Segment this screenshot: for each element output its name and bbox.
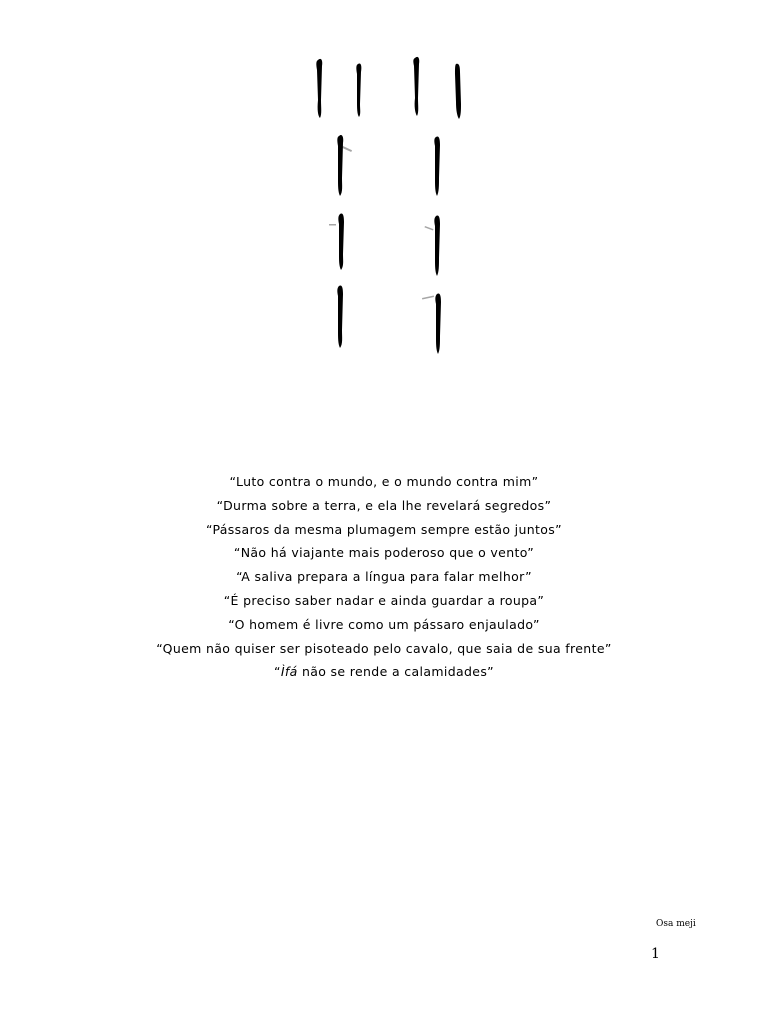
ink-speck (424, 226, 433, 230)
saying-line: “Quem não quiser ser pisoteado pelo cavalo, que saia de sua frente” (156, 640, 612, 656)
ink-speck (342, 146, 352, 152)
saying-line: “A saliva prepara a língua para falar melhor” (236, 569, 532, 585)
ink-mark (455, 64, 461, 119)
saying-line: “Pássaros da mesma plumagem sempre estão juntos” (205, 521, 562, 537)
saying-line: “Luto contra o mundo, e o mundo contra mim” (229, 474, 539, 489)
ink-mark (434, 136, 440, 196)
footer-chapter-title: Osa meji (656, 919, 696, 929)
saying-line: “O homem é livre como um pássaro enjaulado” (228, 616, 540, 632)
saying-line: “Durma sobre a terra, e ela lhe revelará segredos” (216, 497, 552, 513)
saying-line: “É preciso saber nadar e ainda guardar a roupa” (223, 592, 545, 608)
saying-line: “Ìfá não se rende a calamidades” (273, 664, 495, 680)
saying-line: “Não há viajante mais poderoso que o vento” (233, 545, 535, 561)
ink-mark (356, 63, 361, 117)
ink-speck (329, 224, 336, 226)
ink-mark (337, 285, 343, 348)
ink-mark (337, 135, 343, 196)
ink-mark (413, 57, 419, 116)
odu-signature-marks (0, 0, 768, 380)
ink-mark (435, 293, 441, 354)
ink-mark (434, 215, 440, 276)
page-number: 1 (651, 946, 660, 962)
odu-sayings (0, 470, 768, 684)
ink-speck (422, 296, 434, 300)
ink-mark (338, 213, 344, 270)
ink-mark (316, 59, 322, 118)
